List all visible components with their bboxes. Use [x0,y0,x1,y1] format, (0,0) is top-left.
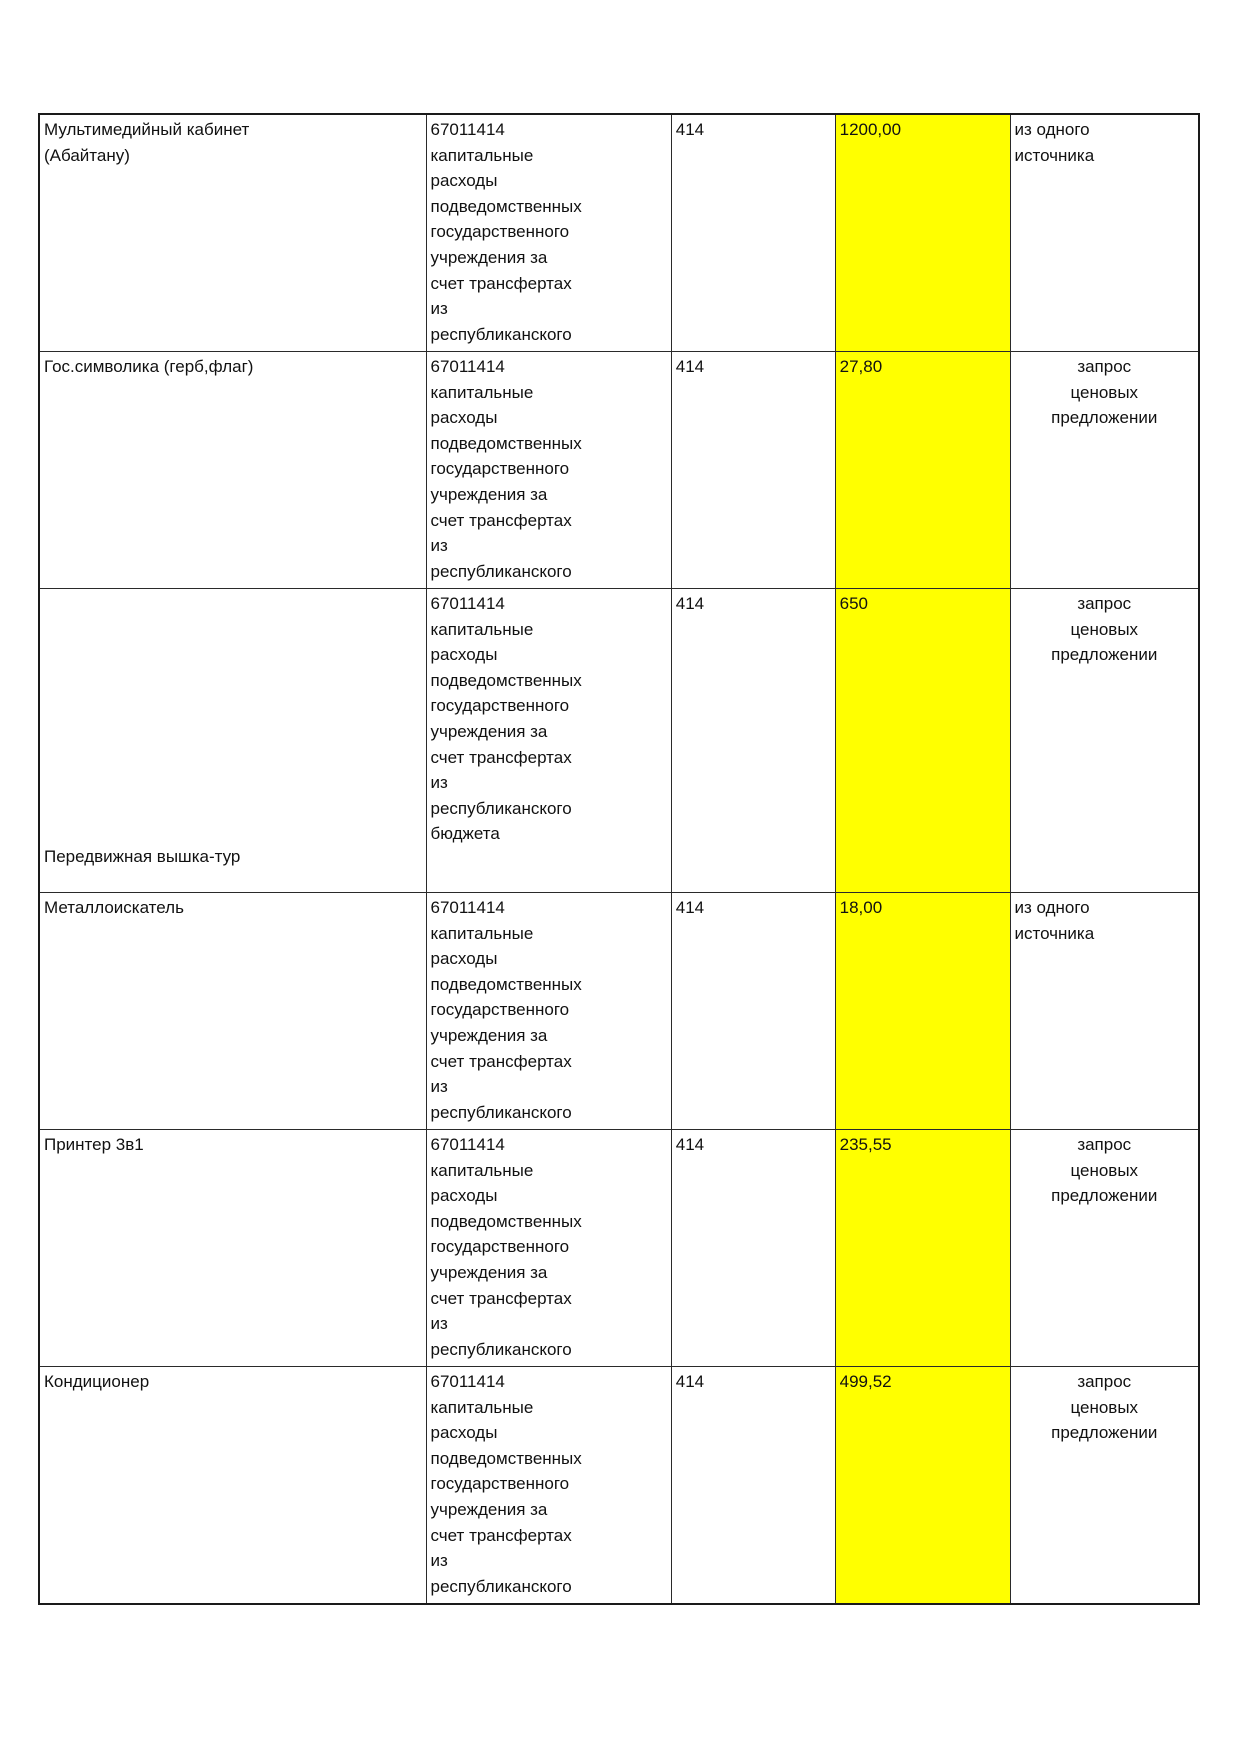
item-name-cell [39,114,426,352]
budget-code-line: капитальные [430,1160,534,1180]
amount-cell: 235,55 [835,1130,1010,1367]
budget-code-cell [426,1130,671,1367]
procurement-method-line: из одного [1014,898,1090,917]
budget-code-line: учреждения за [430,1262,548,1282]
budget-code-line: учреждения за [430,721,548,741]
procurement-method-line: ценовых [1070,1397,1139,1417]
budget-code-line: государственного [430,1474,570,1494]
budget-code-line: подведомственных [430,196,582,216]
budget-code-line: 67011414 [430,898,505,917]
table-row [39,589,1199,893]
procurement-method-cell [1010,352,1199,589]
procurement-method-line: предложении [1051,408,1158,428]
table-row [39,1130,1199,1367]
budget-code-line: капитальные [430,1397,534,1417]
budget-code-cell [426,893,671,1130]
item-name-cell [39,1367,426,1605]
item-name-line: Металлоискатель [44,898,184,917]
budget-code-line: из [430,536,448,556]
budget-code-line: счет трансфертах [430,510,572,530]
budget-code-line: государственного [430,222,570,242]
budget-code-cell [426,352,671,589]
budget-code-line: государственного [430,459,570,479]
budget-code-cell [426,1367,671,1605]
amount-cell: 1200,00 [835,114,1010,352]
budget-code-line: капитальные [430,923,534,943]
item-name-line: Передвижная вышка-тур [44,847,241,867]
table-row [39,114,1199,352]
budget-code-line: счет трансфертах [430,1288,572,1308]
procurement-method-line: запрос [1077,1372,1132,1391]
item-name-cell [39,1130,426,1367]
budget-code-cell [426,589,671,893]
budget-code-line: расходы [430,171,498,191]
budget-code-line: подведомственных [430,670,582,690]
procurement-method-line: из одного [1014,120,1090,139]
budget-code-line: капитальные [430,145,534,165]
budget-code-line: из [430,773,448,793]
budget-code-line: республиканского [430,1339,572,1359]
budget-code-line: государственного [430,1000,570,1020]
budget-code-line: из [430,1077,448,1097]
table-row [39,893,1199,1130]
budget-code-line: счет трансфертах [430,273,572,293]
budget-code-line: капитальные [430,382,534,402]
budget-code-line: расходы [430,645,498,665]
budget-code-line: республиканского [430,1576,572,1596]
budget-code-line: расходы [430,408,498,428]
item-name-line: Принтер 3в1 [44,1135,144,1154]
procurement-method-line: источника [1014,923,1095,943]
procurement-method-line: ценовых [1070,619,1139,639]
spec-number-cell: 414 [671,893,835,1130]
budget-code-line: учреждения за [430,484,548,504]
budget-code-line: счет трансфертах [430,1051,572,1071]
table-row [39,1367,1199,1605]
procurement-method-line: предложении [1051,1423,1158,1443]
budget-code-line: из [430,1551,448,1571]
budget-code-line: государственного [430,1237,570,1257]
procurement-method-line: запрос [1077,357,1132,376]
budget-code-line: государственного [430,696,570,716]
item-name-line: Мультимедийный кабинет [44,120,250,139]
amount-cell: 499,52 [835,1367,1010,1605]
budget-code-line: счет трансфертах [430,1525,572,1545]
budget-code-line: расходы [430,949,498,969]
amount-cell: 27,80 [835,352,1010,589]
spec-number-cell: 414 [671,1367,835,1605]
procurement-method-line: ценовых [1070,1160,1139,1180]
budget-code-line: подведомственных [430,1211,582,1231]
budget-code-line: из [430,299,448,319]
spec-number-cell: 414 [671,114,835,352]
budget-code-line: капитальные [430,619,534,639]
budget-code-cell [426,114,671,352]
spec-number-cell: 414 [671,589,835,893]
item-name-line: Гос.символика (герб,флаг) [44,357,254,376]
budget-code-line: бюджета [430,824,500,844]
budget-code-line: учреждения за [430,247,548,267]
budget-code-line: республиканского [430,561,572,581]
procurement-method-line: предложении [1051,1186,1158,1206]
procurement-table [38,113,1200,1605]
table-row [39,352,1199,589]
procurement-method-cell [1010,893,1199,1130]
budget-code-line: республиканского [430,1102,572,1122]
item-name-cell [39,352,426,589]
amount-cell: 650 [835,589,1010,893]
budget-code-line: подведомственных [430,974,582,994]
procurement-method-cell [1010,589,1199,893]
budget-code-line: республиканского [430,324,572,344]
budget-code-line: счет трансфертах [430,747,572,767]
procurement-method-line: ценовых [1070,382,1139,402]
item-name-cell [39,893,426,1130]
item-name-line: (Абайтану) [44,145,130,165]
budget-code-line: подведомственных [430,1448,582,1468]
item-name-cell [39,589,426,893]
budget-code-line: республиканского [430,798,572,818]
procurement-method-cell [1010,1367,1199,1605]
procurement-method-cell [1010,1130,1199,1367]
budget-code-line: 67011414 [430,357,505,376]
procurement-method-cell [1010,114,1199,352]
budget-code-line: расходы [430,1423,498,1443]
procurement-method-line: предложении [1051,645,1158,665]
budget-code-line: расходы [430,1186,498,1206]
item-name-line: Кондиционер [44,1372,150,1391]
budget-code-line: 67011414 [430,1135,505,1154]
budget-code-line: учреждения за [430,1499,548,1519]
procurement-method-line: запрос [1077,594,1132,613]
budget-code-line: 67011414 [430,120,505,139]
budget-code-line: подведомственных [430,433,582,453]
procurement-method-line: запрос [1077,1135,1132,1154]
budget-code-line: из [430,1314,448,1334]
amount-cell: 18,00 [835,893,1010,1130]
procurement-method-line: источника [1014,145,1095,165]
spec-number-cell: 414 [671,1130,835,1367]
spec-number-cell: 414 [671,352,835,589]
budget-code-line: учреждения за [430,1025,548,1045]
budget-code-line: 67011414 [430,1372,505,1391]
budget-code-line: 67011414 [430,594,505,613]
